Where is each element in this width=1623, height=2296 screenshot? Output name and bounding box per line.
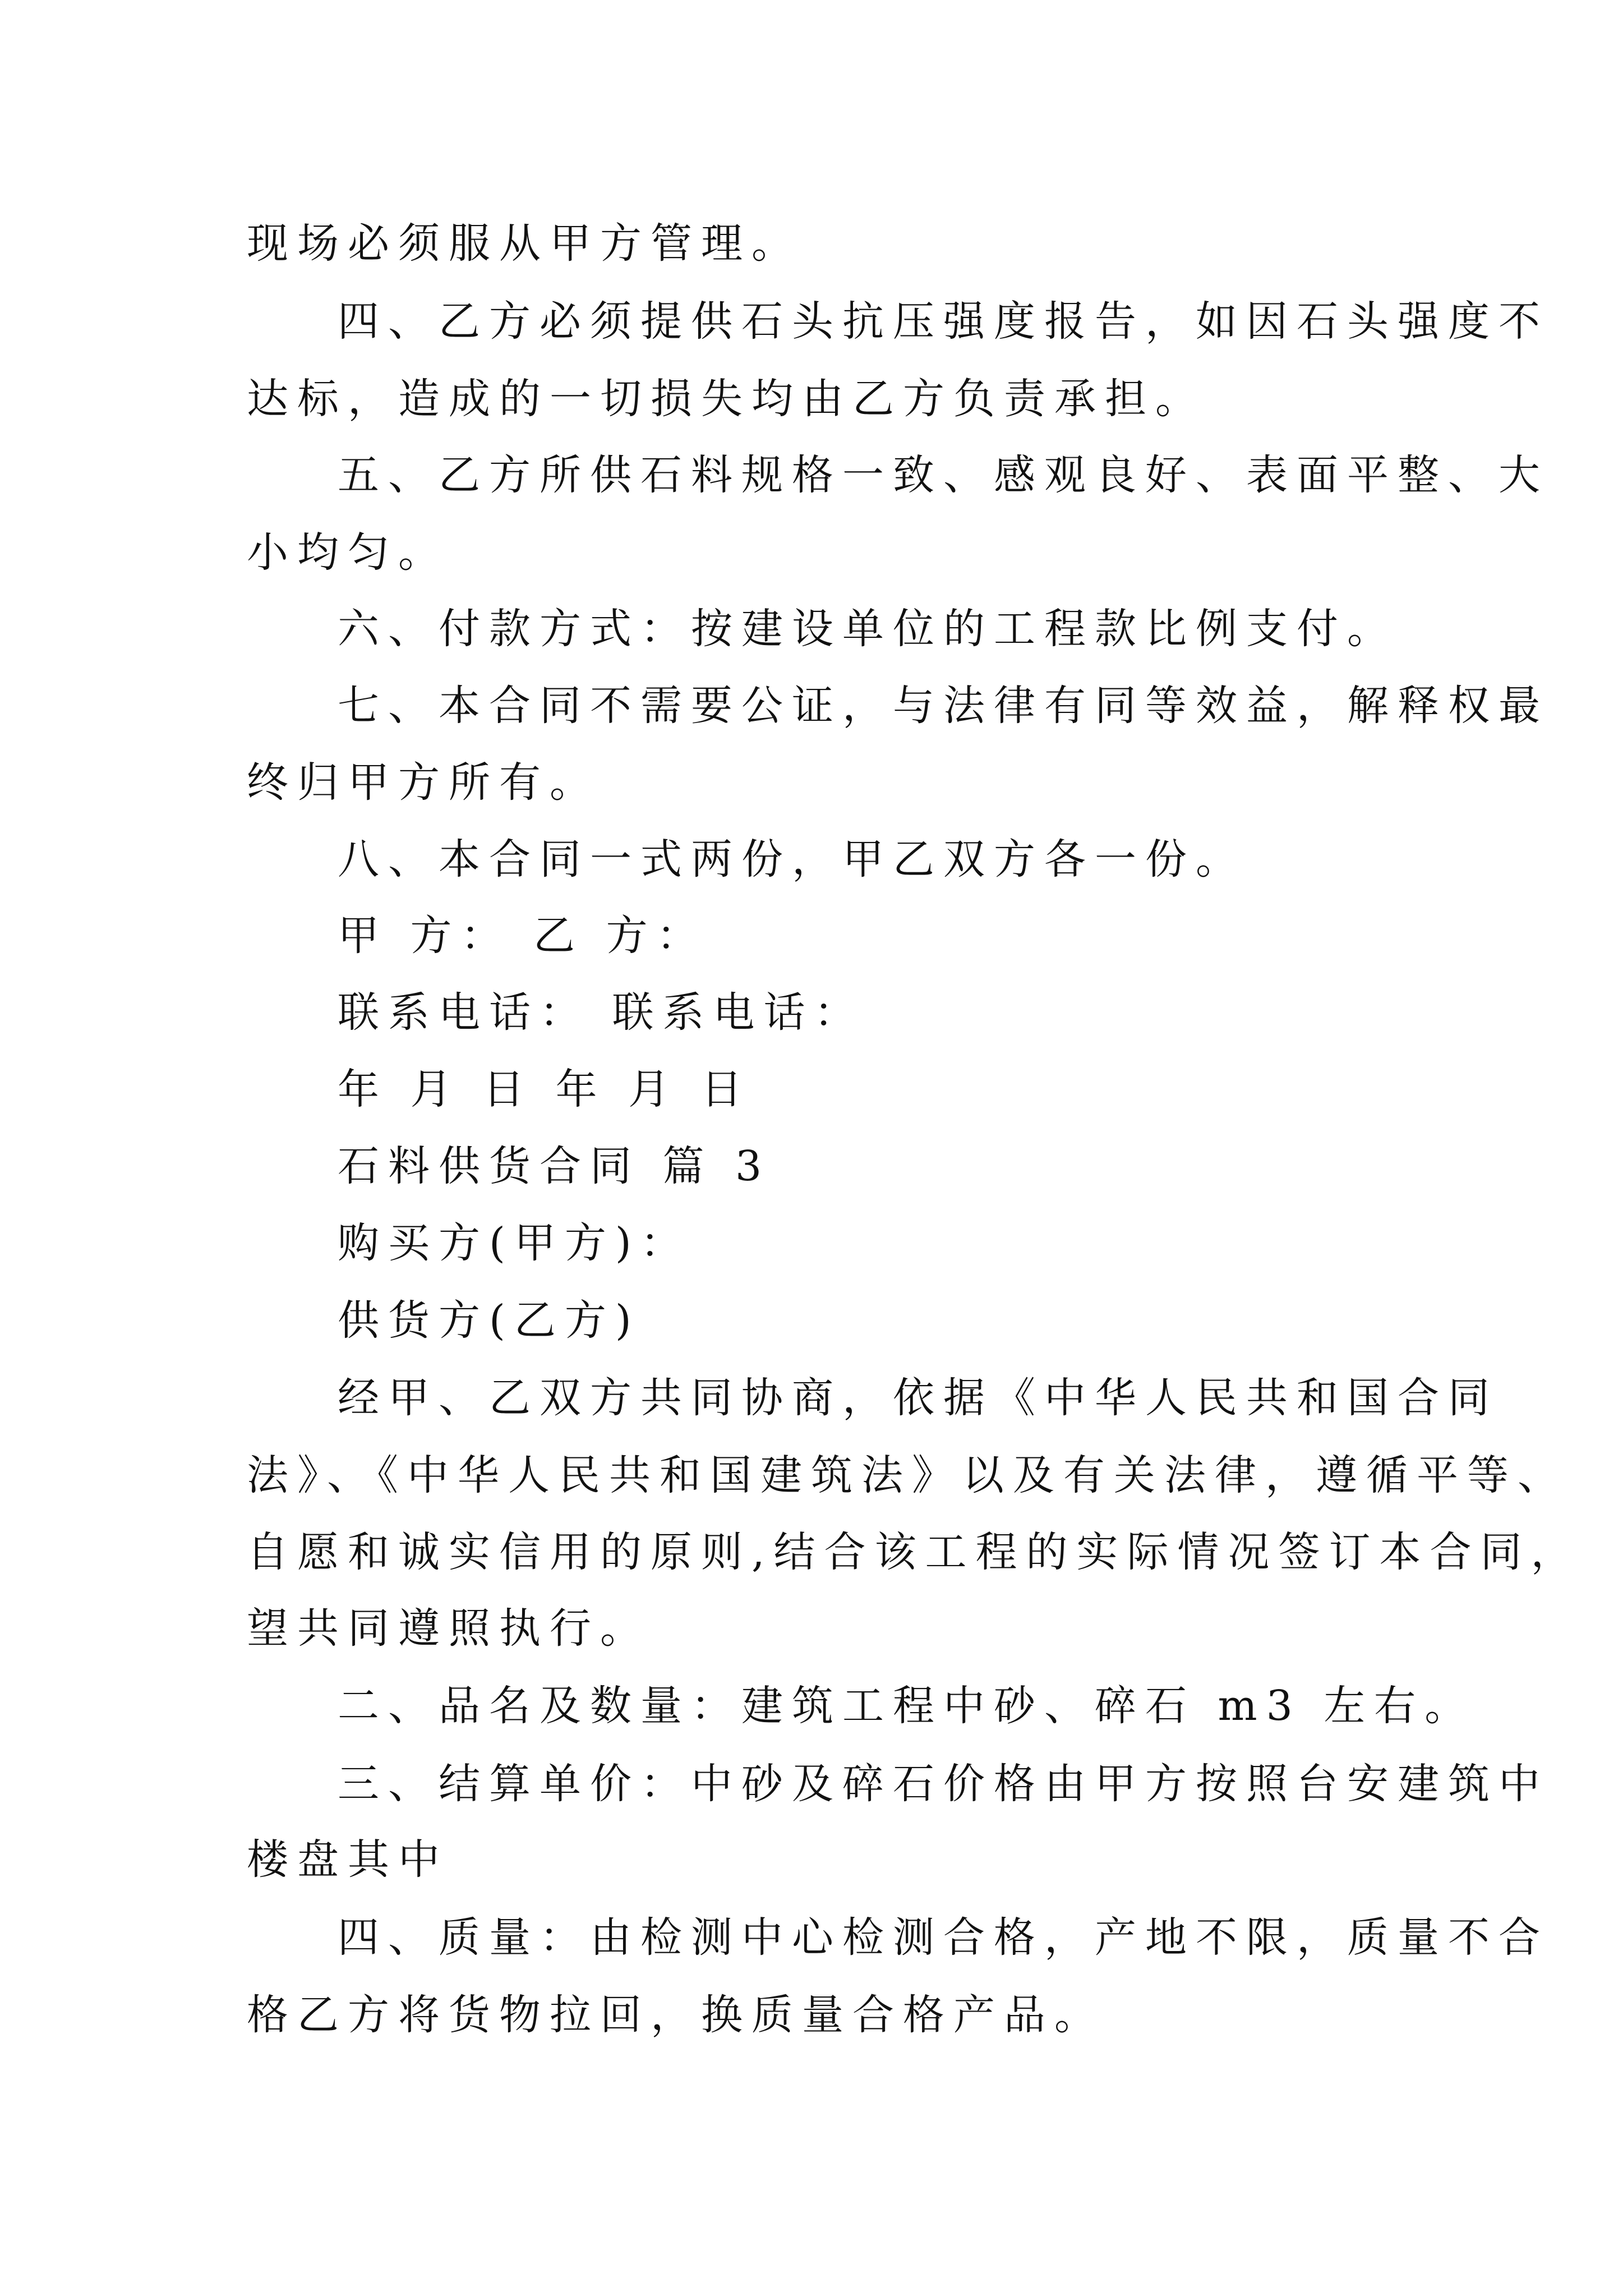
text-line: 五、乙方所供石料规格一致、感观良好、表面平整、大 xyxy=(338,451,1549,499)
text-line: 达标，造成的一切损失均由乙方负责承担。 xyxy=(247,375,1206,423)
text-line: 现场必须服从甲方管理。 xyxy=(247,219,802,268)
text-line: 法》、《中华人民共和国建筑法》以及有关法律，遵循平等、 xyxy=(247,1451,1568,1499)
text-line: 楼盘其中 xyxy=(247,1835,449,1884)
text-line: 小均匀。 xyxy=(247,528,449,577)
supplier-party: 供货方(乙方) xyxy=(338,1296,640,1345)
text-line: 格乙方将货物拉回，换质量合格产品。 xyxy=(247,1991,1105,2039)
text-line: 六、付款方式：按建设单位的工程款比例支付。 xyxy=(338,605,1398,653)
text-line: 经甲、乙双方共同协商，依据《中华人民共和国合同 xyxy=(338,1374,1498,1422)
text-line: 二、品名及数量：建筑工程中砂、碎石 m3 左右。 xyxy=(338,1682,1476,1730)
text-line: 望共同遵照执行。 xyxy=(247,1604,651,1653)
text-line: 七、本合同不需要公证，与法律有同等效益，解释权最 xyxy=(338,682,1549,730)
text-line: 终归甲方所有。 xyxy=(247,758,600,807)
text-line: 八、本合同一式两份，甲乙双方各一份。 xyxy=(338,835,1246,884)
text-line: 四、质量：由检测中心检测合格，产地不限，质量不合 xyxy=(338,1913,1549,1962)
signature-phone: 联系电话： 联系电话： xyxy=(338,988,865,1037)
text-line: 自愿和诚实信用的原则,结合该工程的实际情况签订本合同， xyxy=(247,1528,1581,1576)
text-line: 四、乙方必须提供石头抗压强度报告，如因石头强度不 xyxy=(338,297,1549,346)
signature-parties: 甲 方： 乙 方： xyxy=(338,912,707,960)
buyer-party: 购买方(甲方)： xyxy=(338,1219,691,1267)
text-line: 三、结算单价：中砂及碎石价格由甲方按照台安建筑中 xyxy=(338,1760,1549,1808)
section-heading: 石料供货合同 篇 3 xyxy=(338,1142,771,1190)
signature-date: 年 月 日 年 月 日 xyxy=(338,1065,751,1114)
